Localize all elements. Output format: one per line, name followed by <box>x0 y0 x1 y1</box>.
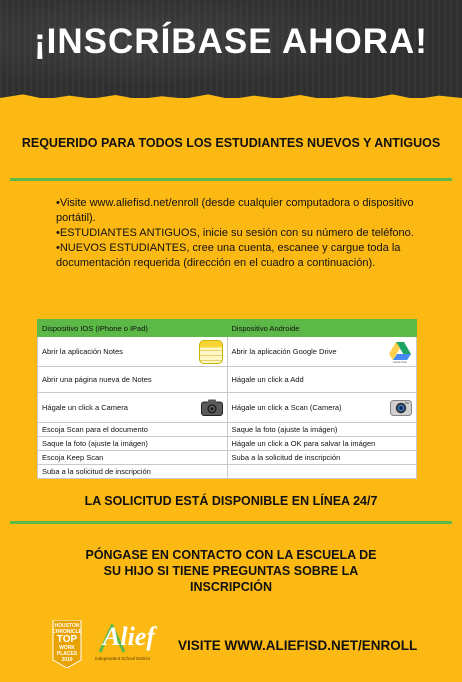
header-ios: Dispositivo IOS (IPhone o IPad) <box>38 320 228 337</box>
header-android: Dispositivo Androide <box>227 320 417 337</box>
step-text: Abrir la aplicación Notes <box>42 347 123 356</box>
camera-icon <box>201 399 223 416</box>
table-row <box>38 437 417 451</box>
step-text: Hágale un click a Camera <box>42 403 128 412</box>
step-text: Abrir una página nueva de Notes <box>38 367 228 393</box>
alief-logo <box>95 622 163 668</box>
table-row <box>38 337 417 367</box>
table-row <box>38 393 417 423</box>
instructions <box>56 196 416 271</box>
device-steps-table <box>37 319 417 479</box>
required-heading: REQUERIDO PARA TODOS LOS ESTUDIANTES NUEVOS Y ANTIGUOS <box>21 136 441 150</box>
table-row <box>38 367 417 393</box>
visit-url-text[interactable]: VISITE WWW.ALIEFISD.NET/ENROLL <box>178 638 418 653</box>
step-text: Hágale un click a Add <box>227 367 417 393</box>
page-title: ¡INSCRÍBASE AHORA! <box>34 22 428 61</box>
availability-text: LA SOLICITUD ESTÁ DISPONIBLE EN LÍNEA 24/7 <box>84 494 378 508</box>
instruction-returning: •ESTUDIANTES ANTIGUOS, inicie su sesión con su número de teléfono. <box>56 227 414 239</box>
notes-icon <box>199 340 223 364</box>
table-row <box>38 451 417 465</box>
step-text: Escoja Keep Scan <box>38 451 228 465</box>
banner-torn-edge <box>0 92 462 104</box>
instruction-new: •NUEVOS ESTUDIANTES, cree una cuenta, escanee y cargue toda la documentación requerida (dirección en el cuadro a continuación). <box>56 242 401 269</box>
alief-logo-tagline: Independent School District <box>95 656 151 661</box>
step-text: Saque la foto (ajuste la imágen) <box>38 437 228 451</box>
step-text: Hágale un click a Scan (Camera) <box>231 403 342 412</box>
contact-line: INSCRIPCIÓN <box>190 580 272 594</box>
instruction-visit: •Visite www.aliefisd.net/enroll (desde cualquier computadora o dispositivo portátil). <box>56 197 414 224</box>
step-text: Suba a la solicitud de inscripción <box>227 451 417 465</box>
camera-icon <box>390 399 412 416</box>
alief-logo-word: Alief <box>103 622 155 651</box>
step-text: Saque la foto (ajuste la imágen) <box>227 423 417 437</box>
chalkboard-banner <box>0 0 462 98</box>
step-text: Abrir la aplicación Google Drive <box>231 347 337 356</box>
step-text: Hágale un click a OK para salvar la imágen <box>227 437 417 451</box>
divider-bottom <box>10 521 452 524</box>
step-text: Escoja Scan para el documento <box>38 423 228 437</box>
contact-line: SU HIJO SI TIENE PREGUNTAS SOBRE LA <box>103 564 359 578</box>
table-row <box>38 423 417 437</box>
table-row <box>38 465 417 479</box>
drive-caption: Google Drive <box>393 360 407 363</box>
google-drive-icon <box>388 341 412 363</box>
contact-line: PÓNGASE EN CONTACTO CON LA ESCUELA DE <box>85 548 377 562</box>
step-text <box>227 465 417 479</box>
step-text: Suba a la solicitud de inscripción <box>38 465 228 479</box>
divider-top <box>10 178 452 181</box>
top-workplaces-badge: HOUSTON CHRONICLE TOP WORK PLACES 2019 <box>51 620 83 668</box>
contact-message <box>60 547 402 595</box>
